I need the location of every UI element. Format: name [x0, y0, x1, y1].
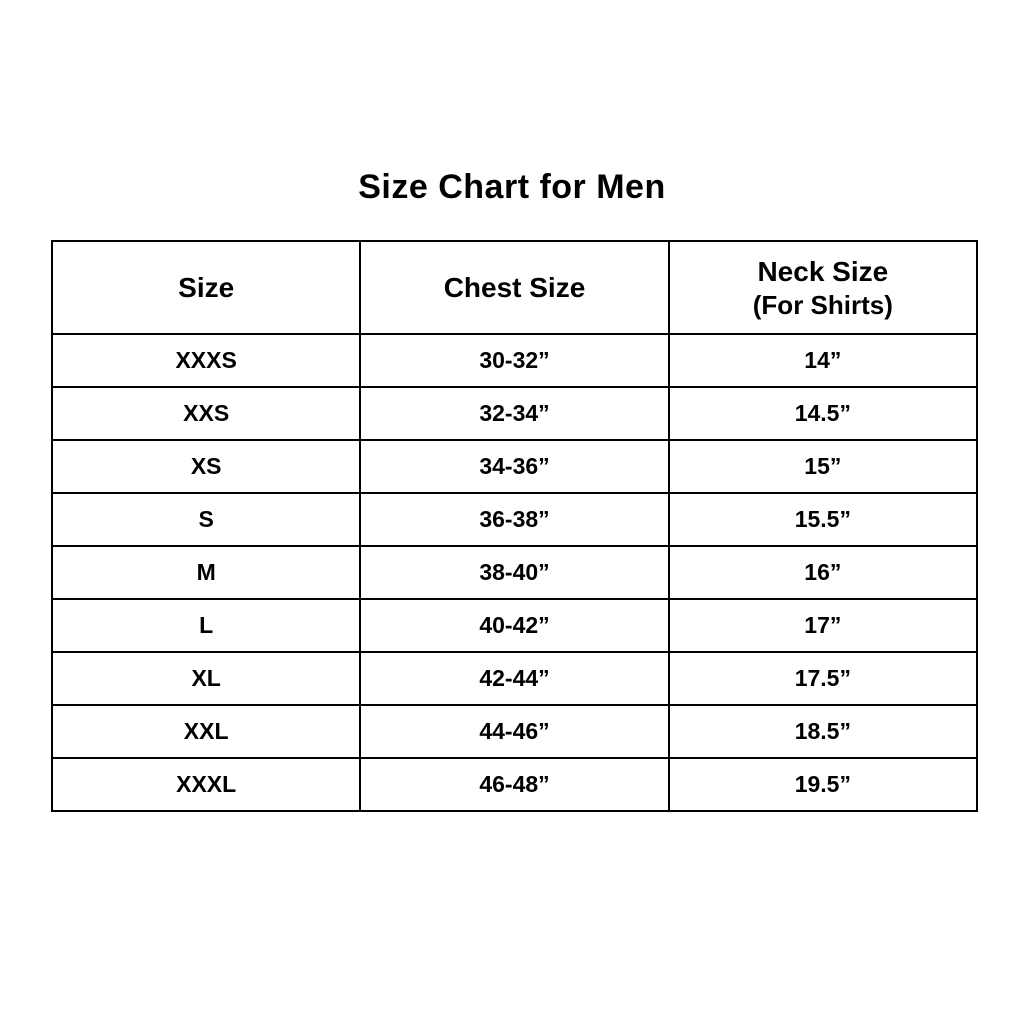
size-cell: XXS: [52, 387, 360, 440]
table-row: [52, 493, 977, 546]
column-header-size: [52, 241, 360, 334]
size-cell: XS: [52, 440, 360, 493]
column-header-neck-size-sub: (For Shirts): [752, 289, 893, 320]
size-cell: M: [52, 546, 360, 599]
table-row: [52, 599, 977, 652]
table-row: [52, 652, 977, 705]
size-cell: XL: [52, 652, 360, 705]
size-cell: XXL: [52, 705, 360, 758]
column-header-chest-size: [360, 241, 668, 334]
neck-size-cell: 15”: [669, 440, 977, 493]
table-row: [52, 705, 977, 758]
chest-size-cell: 46-48”: [360, 758, 668, 811]
chest-size-cell: 40-42”: [360, 599, 668, 652]
column-header-neck-size-label: Neck Size: [757, 255, 889, 287]
page-title: Size Chart for Men: [358, 168, 666, 206]
neck-size-cell: 14.5”: [669, 387, 977, 440]
size-cell: XXXS: [52, 334, 360, 387]
table-body: [52, 334, 977, 811]
chest-size-cell: 44-46”: [360, 705, 668, 758]
chest-size-cell: 42-44”: [360, 652, 668, 705]
neck-size-cell: 15.5”: [669, 493, 977, 546]
table-header: [52, 241, 977, 334]
table-row: [52, 440, 977, 493]
neck-size-cell: 19.5”: [669, 758, 977, 811]
column-header-neck-size: [669, 241, 977, 334]
table-row: [52, 334, 977, 387]
header-row: [52, 241, 977, 334]
chest-size-cell: 30-32”: [360, 334, 668, 387]
size-cell: XXXL: [52, 758, 360, 811]
table-row: [52, 546, 977, 599]
chest-size-cell: 36-38”: [360, 493, 668, 546]
neck-size-cell: 14”: [669, 334, 977, 387]
size-chart-table: [51, 240, 978, 812]
chest-size-cell: 38-40”: [360, 546, 668, 599]
chest-size-cell: 32-34”: [360, 387, 668, 440]
table-row: [52, 387, 977, 440]
neck-size-cell: 16”: [669, 546, 977, 599]
column-header-chest-size-label: Chest Size: [443, 272, 586, 303]
neck-size-cell: 17.5”: [669, 652, 977, 705]
chest-size-cell: 34-36”: [360, 440, 668, 493]
table-row: [52, 758, 977, 811]
column-header-size-label: Size: [178, 272, 235, 303]
neck-size-cell: 18.5”: [669, 705, 977, 758]
size-cell: L: [52, 599, 360, 652]
neck-size-cell: 17”: [669, 599, 977, 652]
size-cell: S: [52, 493, 360, 546]
